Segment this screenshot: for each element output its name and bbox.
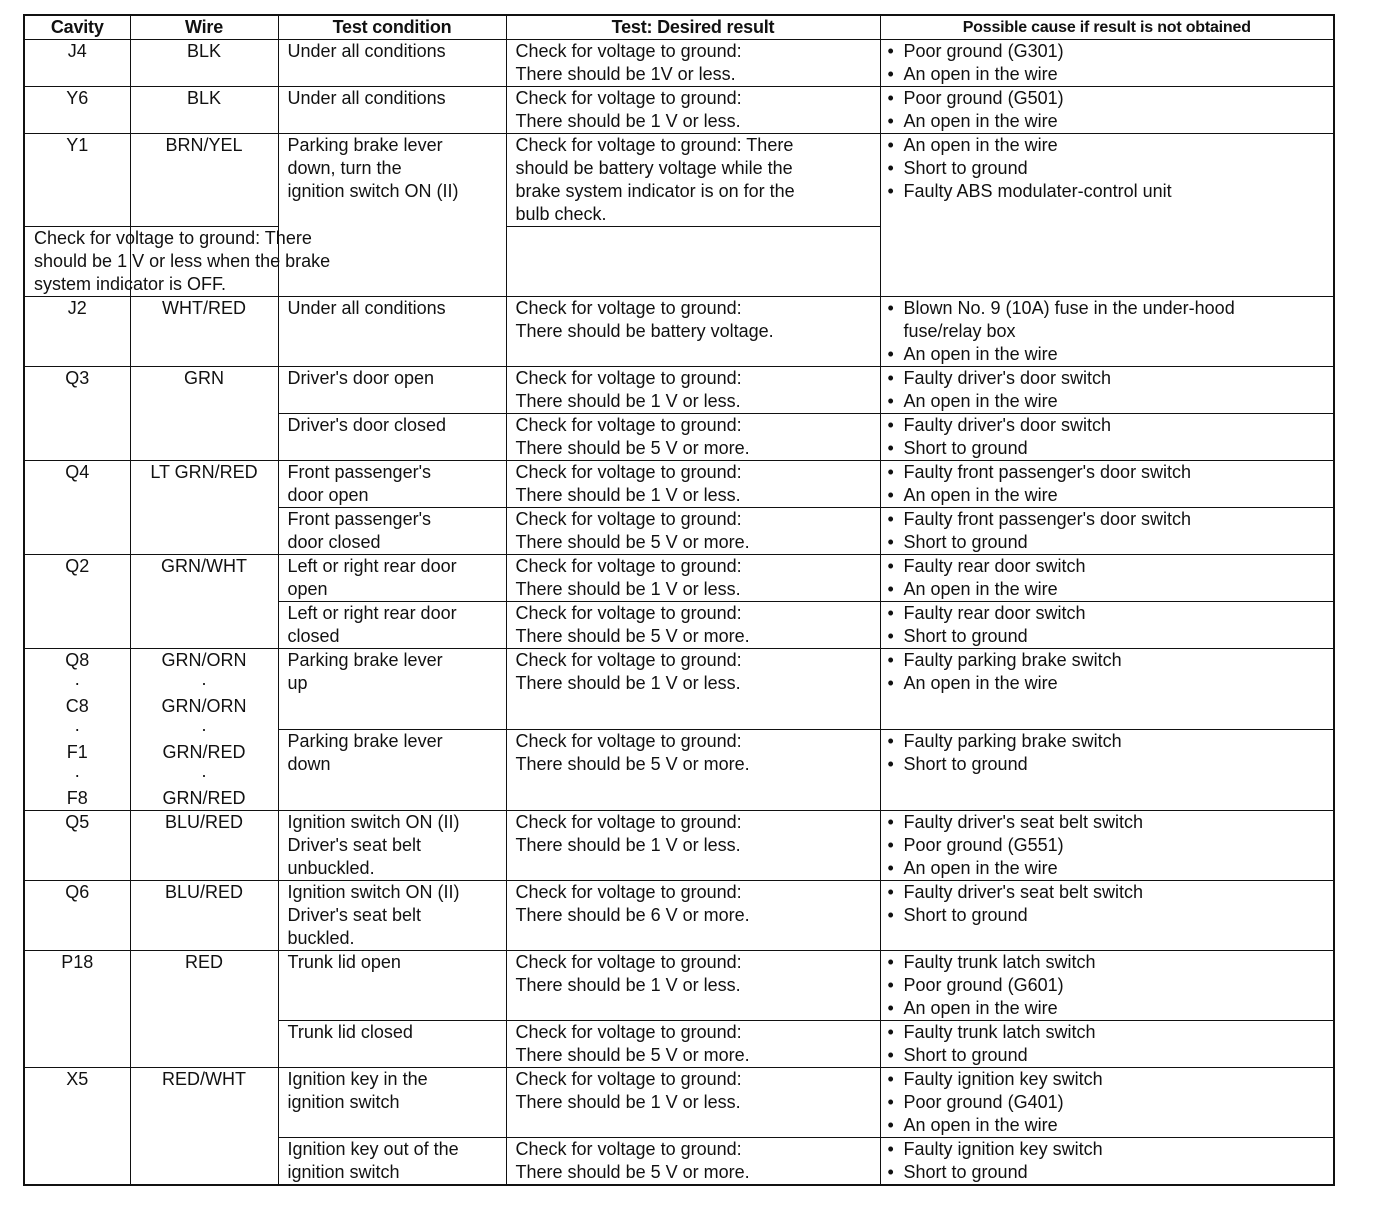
wire-cell (130, 881, 278, 951)
header-test-condition: Test condition (278, 15, 506, 40)
desired-result-line: There should be 1 V or less. (515, 673, 741, 693)
cause-item: • Short to ground (886, 1161, 1334, 1184)
cavity-cell (24, 881, 130, 951)
wire-label: LT GRN/RED (150, 462, 258, 482)
cause-item: • Faulty driver's door switch (886, 414, 1334, 437)
possible-cause-cell (880, 1068, 1334, 1138)
desired-result-line: Check for voltage to ground: (515, 415, 742, 435)
separator-dot: · (74, 765, 81, 785)
separator-dot: · (201, 719, 207, 739)
cavity-label: F1 (66, 742, 88, 762)
header-row (24, 15, 1334, 40)
wire-cell (130, 811, 278, 881)
cavity-cell (24, 367, 130, 461)
test-condition-line: Under all conditions (287, 41, 446, 61)
test-condition-line: down (287, 754, 331, 774)
possible-cause-cell (880, 730, 1334, 811)
cavity-label: Q2 (65, 556, 90, 576)
possible-cause-cell (880, 1021, 1334, 1068)
cause-item: • Short to ground (886, 753, 1334, 776)
cause-item: • Faulty ignition key switch (886, 1138, 1334, 1161)
desired-result-line: Check for voltage to ground: (515, 88, 742, 108)
desired-result-cell (506, 134, 880, 227)
desired-result-line: brake system indicator is on for the (515, 181, 795, 201)
test-condition-cell (278, 602, 506, 649)
cavity-label: C8 (65, 696, 89, 716)
table-row (24, 461, 1334, 508)
cause-item-continuation: fuse/relay box (903, 321, 1016, 341)
test-condition-cell (278, 508, 506, 555)
wire-cell (130, 649, 278, 811)
cavity-cell (24, 1068, 130, 1186)
wire-cell (130, 951, 278, 1068)
possible-cause-cell (880, 134, 1334, 297)
desired-result-line: Check for voltage to ground: (515, 41, 742, 61)
cause-item: • Poor ground (G601) (886, 974, 1334, 997)
desired-result-line: Check for voltage to ground: (515, 812, 742, 832)
cause-item: • An open in the wire (886, 110, 1334, 133)
test-condition-line: unbuckled. (287, 858, 375, 878)
cause-item: • An open in the wire (886, 672, 1334, 695)
cause-item: • Faulty parking brake switch (886, 649, 1334, 672)
wire-label: GRN/WHT (161, 556, 247, 576)
desired-result-cell (506, 508, 880, 555)
cause-item: • An open in the wire (886, 578, 1334, 601)
test-condition-line: Parking brake lever (287, 731, 443, 751)
desired-result-line: There should be 1 V or less. (515, 111, 741, 131)
possible-cause-cell (880, 811, 1334, 881)
table-row (24, 87, 1334, 134)
cavity-label: Q6 (65, 882, 90, 902)
cause-item: • Faulty driver's seat belt switch (886, 881, 1334, 904)
desired-result-line: Check for voltage to ground: (515, 952, 742, 972)
cause-item: • Faulty driver's door switch (886, 367, 1334, 390)
cavity-cell (24, 811, 130, 881)
wire-label: BLU/RED (164, 882, 244, 902)
cause-item: • An open in the wire (886, 343, 1334, 366)
cause-item: • An open in the wire (886, 134, 1334, 157)
desired-result-line: There should be 1 V or less. (515, 579, 741, 599)
possible-cause-cell (880, 87, 1334, 134)
test-condition-cell (278, 811, 506, 881)
desired-result-cell (506, 555, 880, 602)
desired-result-line: There should be 1 V or less. (515, 835, 741, 855)
cause-item: • Faulty trunk latch switch (886, 1021, 1334, 1044)
cavity-label: Q5 (65, 812, 90, 832)
test-condition-line: Front passenger's (287, 462, 432, 482)
desired-result-line: Check for voltage to ground: (515, 462, 742, 482)
test-condition-line: Left or right rear door (287, 603, 457, 623)
wire-cell (130, 134, 278, 227)
test-condition-cell (278, 134, 506, 297)
cavity-cell (24, 649, 130, 811)
header-desired-result: Test: Desired result (506, 15, 880, 40)
test-condition-line: Ignition key out of the (287, 1139, 459, 1159)
test-condition-line: ignition switch (287, 1162, 400, 1182)
cavity-label: P18 (61, 952, 94, 972)
cavity-label: X5 (66, 1069, 89, 1089)
cause-item: • An open in the wire (886, 857, 1334, 880)
desired-result-line: Check for voltage to ground: (515, 882, 742, 902)
cause-item: • Poor ground (G301) (886, 40, 1334, 63)
wire-cell (130, 87, 278, 134)
possible-cause-cell (880, 508, 1334, 555)
cause-item: • An open in the wire (886, 1114, 1334, 1137)
cause-item: • Short to ground (886, 625, 1334, 648)
test-condition-cell (278, 87, 506, 134)
cavity-cell (24, 134, 130, 227)
cause-item: • Faulty rear door switch (886, 602, 1334, 625)
cause-item: • Faulty rear door switch (886, 555, 1334, 578)
wire-cell (130, 555, 278, 649)
desired-result-line: There should be battery voltage. (515, 321, 774, 341)
desired-result-line: Check for voltage to ground: There (515, 135, 794, 155)
desired-result-line: Check for voltage to ground: (515, 556, 742, 576)
desired-result-line: There should be 5 V or more. (515, 1045, 750, 1065)
header-cavity: Cavity (24, 15, 130, 40)
separator-dot: · (201, 765, 207, 785)
wire-label: BLK (186, 88, 222, 108)
test-condition-line: Ignition key in the (287, 1069, 428, 1089)
test-condition-line: Trunk lid open (287, 952, 401, 972)
cavity-cell (24, 951, 130, 1068)
wire-label: RED (184, 952, 223, 972)
desired-result-cell (506, 1068, 880, 1138)
desired-result-cell (506, 87, 880, 134)
table-row (24, 1068, 1334, 1138)
desired-result-line: should be battery voltage while the (515, 158, 793, 178)
table-row (24, 40, 1334, 87)
desired-result-line: Check for voltage to ground: (515, 603, 742, 623)
cause-item: • An open in the wire (886, 390, 1334, 413)
wire-label: GRN/RED (162, 788, 246, 808)
test-condition-line: door closed (287, 532, 381, 552)
desired-result-line: bulb check. (515, 204, 607, 224)
cause-item: • Faulty parking brake switch (886, 730, 1334, 753)
separator-dot: · (74, 673, 81, 693)
desired-result-cell (506, 367, 880, 414)
desired-result-line: There should be 1 V or less. (515, 1092, 741, 1112)
test-condition-line: Ignition switch ON (II) (287, 882, 460, 902)
cause-item: • Short to ground (886, 904, 1334, 927)
cause-item: • Short to ground (886, 437, 1334, 460)
cause-item: • Poor ground (G501) (886, 87, 1334, 110)
possible-cause-cell (880, 1138, 1334, 1186)
test-condition-line: Parking brake lever (287, 650, 443, 670)
possible-cause-cell (880, 649, 1334, 730)
wire-cell (130, 367, 278, 461)
cause-item: • Faulty trunk latch switch (886, 951, 1334, 974)
desired-result-line: should be 1 V or less when the brake (34, 251, 331, 271)
test-condition-line: Under all conditions (287, 298, 446, 318)
desired-result-cell (506, 1021, 880, 1068)
desired-result-cell (506, 730, 880, 811)
possible-cause-cell (880, 40, 1334, 87)
cavity-label: Y6 (66, 88, 89, 108)
header-possible-cause: Possible cause if result is not obtained (880, 15, 1334, 40)
wire-cell (130, 297, 278, 367)
table-row (24, 951, 1334, 1021)
table-row (24, 297, 1334, 367)
desired-result-line: Check for voltage to ground: (515, 1069, 742, 1089)
table-row (24, 134, 1334, 227)
wiring-test-table-sheet (23, 14, 1333, 1186)
table-row (24, 881, 1334, 951)
desired-result-line: There should be 5 V or more. (515, 438, 750, 458)
test-condition-cell (278, 951, 506, 1021)
test-condition-line: Trunk lid closed (287, 1022, 413, 1042)
cause-item: • Faulty ABS modulater-control unit (886, 180, 1334, 203)
desired-result-line: Check for voltage to ground: (515, 368, 742, 388)
cavity-label: Q3 (65, 368, 90, 388)
test-condition-line: down, turn the (287, 158, 402, 178)
table-row (24, 555, 1334, 602)
test-condition-line: Ignition switch ON (II) (287, 812, 460, 832)
test-condition-cell (278, 297, 506, 367)
cavity-cell (24, 87, 130, 134)
desired-result-cell (506, 1138, 880, 1186)
wire-label: GRN/ORN (161, 650, 247, 670)
test-condition-cell (278, 881, 506, 951)
desired-result-cell (506, 811, 880, 881)
possible-cause-cell (880, 414, 1334, 461)
cavity-label: Q4 (65, 462, 90, 482)
cause-item: • Short to ground (886, 1044, 1334, 1067)
test-condition-cell (278, 1138, 506, 1186)
desired-result-cell (506, 602, 880, 649)
wire-cell (130, 461, 278, 555)
cause-item: • Faulty front passenger's door switch (886, 508, 1334, 531)
wire-label: RED/WHT (162, 1069, 246, 1089)
desired-result-cell (506, 649, 880, 730)
desired-result-line: Check for voltage to ground: (515, 731, 742, 751)
wire-cell (130, 1068, 278, 1186)
desired-result-cell (506, 881, 880, 951)
desired-result-line: system indicator is OFF. (34, 274, 227, 294)
wire-label: GRN (184, 368, 224, 388)
desired-result-cell (506, 461, 880, 508)
desired-result-line: There should be 6 V or more. (515, 905, 750, 925)
desired-result-line: Check for voltage to ground: (515, 509, 742, 529)
table-row (24, 649, 1334, 730)
cavity-cell (24, 40, 130, 87)
test-condition-cell (278, 40, 506, 87)
table-body (24, 40, 1334, 1186)
desired-result-line: There should be 1 V or less. (515, 975, 741, 995)
test-condition-cell (278, 649, 506, 730)
test-condition-line: open (287, 579, 328, 599)
cause-item: • An open in the wire (886, 484, 1334, 507)
test-condition-line: Driver's door closed (287, 415, 446, 435)
wire-cell (130, 40, 278, 87)
cause-item: • Poor ground (G551) (886, 834, 1334, 857)
separator-dot: · (201, 673, 207, 693)
test-condition-cell (278, 1068, 506, 1138)
wire-label: GRN/RED (162, 742, 246, 762)
test-condition-cell (278, 414, 506, 461)
possible-cause-cell (880, 602, 1334, 649)
test-condition-line: ignition switch ON (II) (287, 181, 459, 201)
wire-label: BLK (186, 41, 222, 61)
header-wire: Wire (130, 15, 278, 40)
test-condition-cell (278, 367, 506, 414)
cavity-label: Q8 (65, 650, 90, 670)
table-row (24, 367, 1334, 414)
cause-item: • Short to ground (886, 157, 1334, 180)
test-condition-line: Left or right rear door (287, 556, 457, 576)
possible-cause-cell (880, 367, 1334, 414)
test-condition-line: buckled. (287, 928, 355, 948)
cavity-cell (24, 555, 130, 649)
possible-cause-cell (880, 881, 1334, 951)
desired-result-cell (506, 414, 880, 461)
test-condition-line: closed (287, 626, 340, 646)
desired-result-cell (24, 227, 331, 297)
test-condition-line: Front passenger's (287, 509, 432, 529)
desired-result-line: There should be 5 V or more. (515, 626, 750, 646)
desired-result-cell (506, 297, 880, 367)
desired-result-line: Check for voltage to ground: (515, 1022, 742, 1042)
desired-result-cell (506, 40, 880, 87)
possible-cause-cell (880, 461, 1334, 508)
wire-label: BLU/RED (164, 812, 244, 832)
wire-label: BRN/YEL (165, 135, 243, 155)
desired-result-line: Check for voltage to ground: (515, 650, 742, 670)
test-condition-line: Driver's seat belt (287, 835, 421, 855)
cavity-label: F8 (66, 788, 88, 808)
wiring-test-table (23, 14, 1335, 1186)
separator-dot: · (74, 719, 81, 739)
possible-cause-cell (880, 297, 1334, 367)
desired-result-line: Check for voltage to ground: (515, 298, 742, 318)
test-condition-line: up (287, 673, 308, 693)
wire-label: WHT/RED (162, 298, 246, 318)
cavity-label: Y1 (66, 135, 89, 155)
cause-item: • Faulty driver's seat belt switch (886, 811, 1334, 834)
test-condition-cell (278, 730, 506, 811)
desired-result-line: There should be 1 V or less. (515, 485, 741, 505)
cavity-label: J2 (67, 298, 87, 318)
cavity-cell (24, 461, 130, 555)
wire-label: GRN/ORN (161, 696, 247, 716)
desired-result-line: Check for voltage to ground: There (34, 228, 312, 248)
cause-item: • An open in the wire (886, 997, 1334, 1020)
test-condition-cell (278, 1021, 506, 1068)
desired-result-line: There should be 5 V or more. (515, 532, 750, 552)
cause-item: • Poor ground (G401) (886, 1091, 1334, 1114)
test-condition-line: Driver's seat belt (287, 905, 421, 925)
cause-item: • Short to ground (886, 531, 1334, 554)
desired-result-line: There should be 1V or less. (515, 64, 736, 84)
possible-cause-cell (880, 951, 1334, 1021)
desired-result-line: Check for voltage to ground: (515, 1139, 742, 1159)
test-condition-line: door open (287, 485, 369, 505)
test-condition-line: Parking brake lever (287, 135, 443, 155)
test-condition-cell (278, 461, 506, 508)
cause-item: • Faulty front passenger's door switch (886, 461, 1334, 484)
cavity-label: J4 (67, 41, 87, 61)
test-condition-line: Driver's door open (287, 368, 435, 388)
test-condition-line: Under all conditions (287, 88, 446, 108)
desired-result-line: There should be 5 V or more. (515, 754, 750, 774)
cause-item: • An open in the wire (886, 63, 1334, 86)
cavity-cell (24, 297, 130, 367)
desired-result-cell (506, 951, 880, 1021)
test-condition-line: ignition switch (287, 1092, 400, 1112)
desired-result-line: There should be 5 V or more. (515, 1162, 750, 1182)
desired-result-line: There should be 1 V or less. (515, 391, 741, 411)
possible-cause-cell (880, 555, 1334, 602)
test-condition-cell (278, 555, 506, 602)
table-row (24, 811, 1334, 881)
cause-item: • Blown No. 9 (10A) fuse in the under-hood (886, 297, 1334, 320)
cause-item: • Faulty ignition key switch (886, 1068, 1334, 1091)
